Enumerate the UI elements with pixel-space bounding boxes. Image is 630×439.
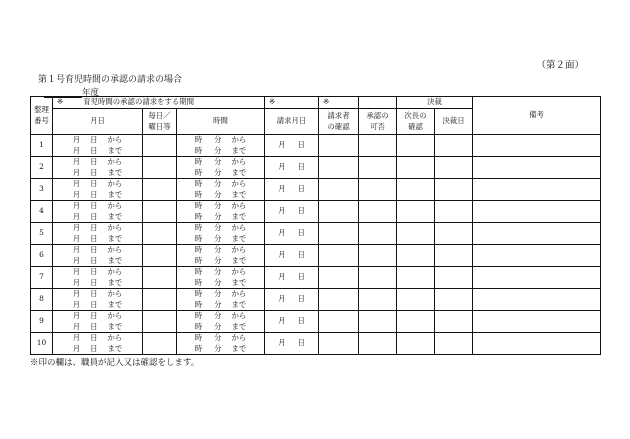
requester-confirm-cell[interactable] (319, 201, 359, 223)
period-date-cell[interactable]: 月 日 から 月 日 まで (53, 201, 143, 223)
table-row (31, 201, 601, 223)
request-date-cell[interactable]: 月 日 (265, 267, 319, 289)
requester-confirm-cell[interactable] (319, 311, 359, 333)
remarks-cell[interactable] (473, 135, 601, 157)
daily-cell[interactable] (143, 267, 177, 289)
page-number: （第２面） (536, 60, 584, 71)
table-row (31, 223, 601, 245)
serial-number: 10 (31, 333, 53, 355)
daily-cell[interactable] (143, 201, 177, 223)
approval-cell[interactable] (359, 289, 397, 311)
mark-request-date: ※ (265, 97, 319, 109)
time-cell[interactable]: 時 分 から 時 分 まで (177, 157, 265, 179)
serial-number: 3 (31, 179, 53, 201)
decision-header: 決裁 (397, 97, 473, 109)
deputy-confirm-cell[interactable] (397, 245, 435, 267)
table-row (31, 267, 601, 289)
decision-date-cell[interactable] (435, 201, 473, 223)
time-cell[interactable]: 時 分 から 時 分 まで (177, 289, 265, 311)
deputy-confirm-cell[interactable] (397, 179, 435, 201)
remarks-cell[interactable] (473, 179, 601, 201)
remarks-cell[interactable] (473, 223, 601, 245)
serial-number: 8 (31, 289, 53, 311)
deputy-confirm-cell[interactable] (397, 333, 435, 355)
requester-confirm-cell[interactable] (319, 157, 359, 179)
period-date-cell[interactable]: 月 日 から 月 日 まで (53, 311, 143, 333)
year-label: 年度 (82, 88, 100, 98)
request-table (30, 96, 601, 355)
approval-cell[interactable] (359, 333, 397, 355)
request-date-header: 請求月日 (265, 109, 319, 135)
daily-cell[interactable] (143, 179, 177, 201)
requester-header: 請求者 の確認 (319, 109, 359, 135)
daily-cell[interactable] (143, 333, 177, 355)
footnote: ※印の欄は、職員が記入又は確認をします。 (30, 358, 200, 368)
remarks-header: 備考 (473, 97, 601, 135)
table-row (31, 179, 601, 201)
deputy-confirm-cell[interactable] (397, 267, 435, 289)
serial-header: 整理 番号 (31, 97, 53, 135)
period-date-cell[interactable]: 月 日 から 月 日 まで (53, 289, 143, 311)
request-date-cell[interactable]: 月 日 (265, 179, 319, 201)
time-cell[interactable]: 時 分 から 時 分 まで (177, 223, 265, 245)
requester-confirm-cell[interactable] (319, 289, 359, 311)
header-row-1 (31, 97, 601, 109)
mark-requester: ※ (319, 97, 359, 109)
period-date-cell[interactable]: 月 日 から 月 日 まで (53, 267, 143, 289)
approval-cell[interactable] (359, 267, 397, 289)
table-row (31, 289, 601, 311)
requester-confirm-cell[interactable] (319, 333, 359, 355)
decision-date-cell[interactable] (435, 245, 473, 267)
time-cell[interactable]: 時 分 から 時 分 まで (177, 245, 265, 267)
approval-cell[interactable] (359, 311, 397, 333)
serial-number: 6 (31, 245, 53, 267)
decision-date-cell[interactable] (435, 311, 473, 333)
remarks-cell[interactable] (473, 157, 601, 179)
decision-date-cell[interactable] (435, 267, 473, 289)
approval-cell[interactable] (359, 223, 397, 245)
period-date-cell[interactable]: 月 日 から 月 日 まで (53, 223, 143, 245)
table-row (31, 135, 601, 157)
request-date-cell[interactable]: 月 日 (265, 311, 319, 333)
time-cell[interactable]: 時 分 から 時 分 まで (177, 179, 265, 201)
remarks-cell[interactable] (473, 311, 601, 333)
deputy-confirm-cell[interactable] (397, 311, 435, 333)
remarks-cell[interactable] (473, 333, 601, 355)
deputy-confirm-cell[interactable] (397, 157, 435, 179)
approval-cell[interactable] (359, 179, 397, 201)
request-date-cell[interactable]: 月 日 (265, 135, 319, 157)
request-date-cell[interactable]: 月 日 (265, 201, 319, 223)
time-cell[interactable]: 時 分 から 時 分 まで (177, 311, 265, 333)
remarks-cell[interactable] (473, 245, 601, 267)
table-row (31, 245, 601, 267)
request-date-cell[interactable]: 月 日 (265, 157, 319, 179)
serial-number: 2 (31, 157, 53, 179)
deputy-header: 次長の 確認 (397, 109, 435, 135)
deputy-confirm-cell[interactable] (397, 289, 435, 311)
request-date-cell[interactable]: 月 日 (265, 289, 319, 311)
deputy-confirm-cell[interactable] (397, 201, 435, 223)
decision-date-cell[interactable] (435, 157, 473, 179)
request-date-cell[interactable]: 月 日 (265, 245, 319, 267)
period-date-cell[interactable]: 月 日 から 月 日 まで (53, 245, 143, 267)
approval-cell[interactable] (359, 135, 397, 157)
approval-cell[interactable] (359, 157, 397, 179)
mark-period: ※ (57, 97, 64, 107)
requester-confirm-cell[interactable] (319, 179, 359, 201)
time-cell[interactable]: 時 分 から 時 分 まで (177, 135, 265, 157)
serial-number: 5 (31, 223, 53, 245)
daily-header: 毎日／ 曜日等 (143, 109, 177, 135)
request-date-cell[interactable]: 月 日 (265, 223, 319, 245)
approval-header: 承認の 可否 (359, 109, 397, 135)
approval-top (359, 97, 397, 109)
time-cell[interactable]: 時 分 から 時 分 まで (177, 201, 265, 223)
time-cell[interactable]: 時 分 から 時 分 まで (177, 267, 265, 289)
daily-cell[interactable] (143, 245, 177, 267)
deputy-confirm-cell[interactable] (397, 135, 435, 157)
period-date-cell[interactable]: 月 日 から 月 日 まで (53, 333, 143, 355)
decision-date-cell[interactable] (435, 223, 473, 245)
form-title: 第１号育児時間の承認の請求の場合 (38, 75, 183, 85)
requester-confirm-cell[interactable] (319, 223, 359, 245)
period-header (53, 97, 265, 109)
serial-number: 7 (31, 267, 53, 289)
decision-date-cell[interactable] (435, 333, 473, 355)
table-row (31, 333, 601, 355)
daily-cell[interactable] (143, 135, 177, 157)
remarks-cell[interactable] (473, 201, 601, 223)
serial-number: 9 (31, 311, 53, 333)
period-date-cell[interactable]: 月 日 から 月 日 まで (53, 157, 143, 179)
period-title: 育児時間の承認の請求をする期間 (83, 97, 195, 107)
month-day-header: 月日 (53, 109, 143, 135)
table-row (31, 311, 601, 333)
approval-cell[interactable] (359, 245, 397, 267)
daily-cell[interactable] (143, 223, 177, 245)
table-row (31, 157, 601, 179)
remarks-cell[interactable] (473, 289, 601, 311)
serial-number: 4 (31, 201, 53, 223)
deputy-confirm-cell[interactable] (397, 223, 435, 245)
request-date-cell[interactable]: 月 日 (265, 333, 319, 355)
time-cell[interactable]: 時 分 から 時 分 まで (177, 333, 265, 355)
daily-cell[interactable] (143, 289, 177, 311)
period-date-cell[interactable]: 月 日 から 月 日 まで (53, 135, 143, 157)
decision-date-header: 決裁日 (435, 109, 473, 135)
time-header: 時間 (177, 109, 265, 135)
requester-confirm-cell[interactable] (319, 245, 359, 267)
decision-date-cell[interactable] (435, 289, 473, 311)
decision-date-cell[interactable] (435, 179, 473, 201)
daily-cell[interactable] (143, 311, 177, 333)
remarks-cell[interactable] (473, 267, 601, 289)
approval-cell[interactable] (359, 201, 397, 223)
serial-number: 1 (31, 135, 53, 157)
decision-date-cell[interactable] (435, 135, 473, 157)
requester-confirm-cell[interactable] (319, 135, 359, 157)
requester-confirm-cell[interactable] (319, 267, 359, 289)
daily-cell[interactable] (143, 157, 177, 179)
period-date-cell[interactable]: 月 日 から 月 日 まで (53, 179, 143, 201)
